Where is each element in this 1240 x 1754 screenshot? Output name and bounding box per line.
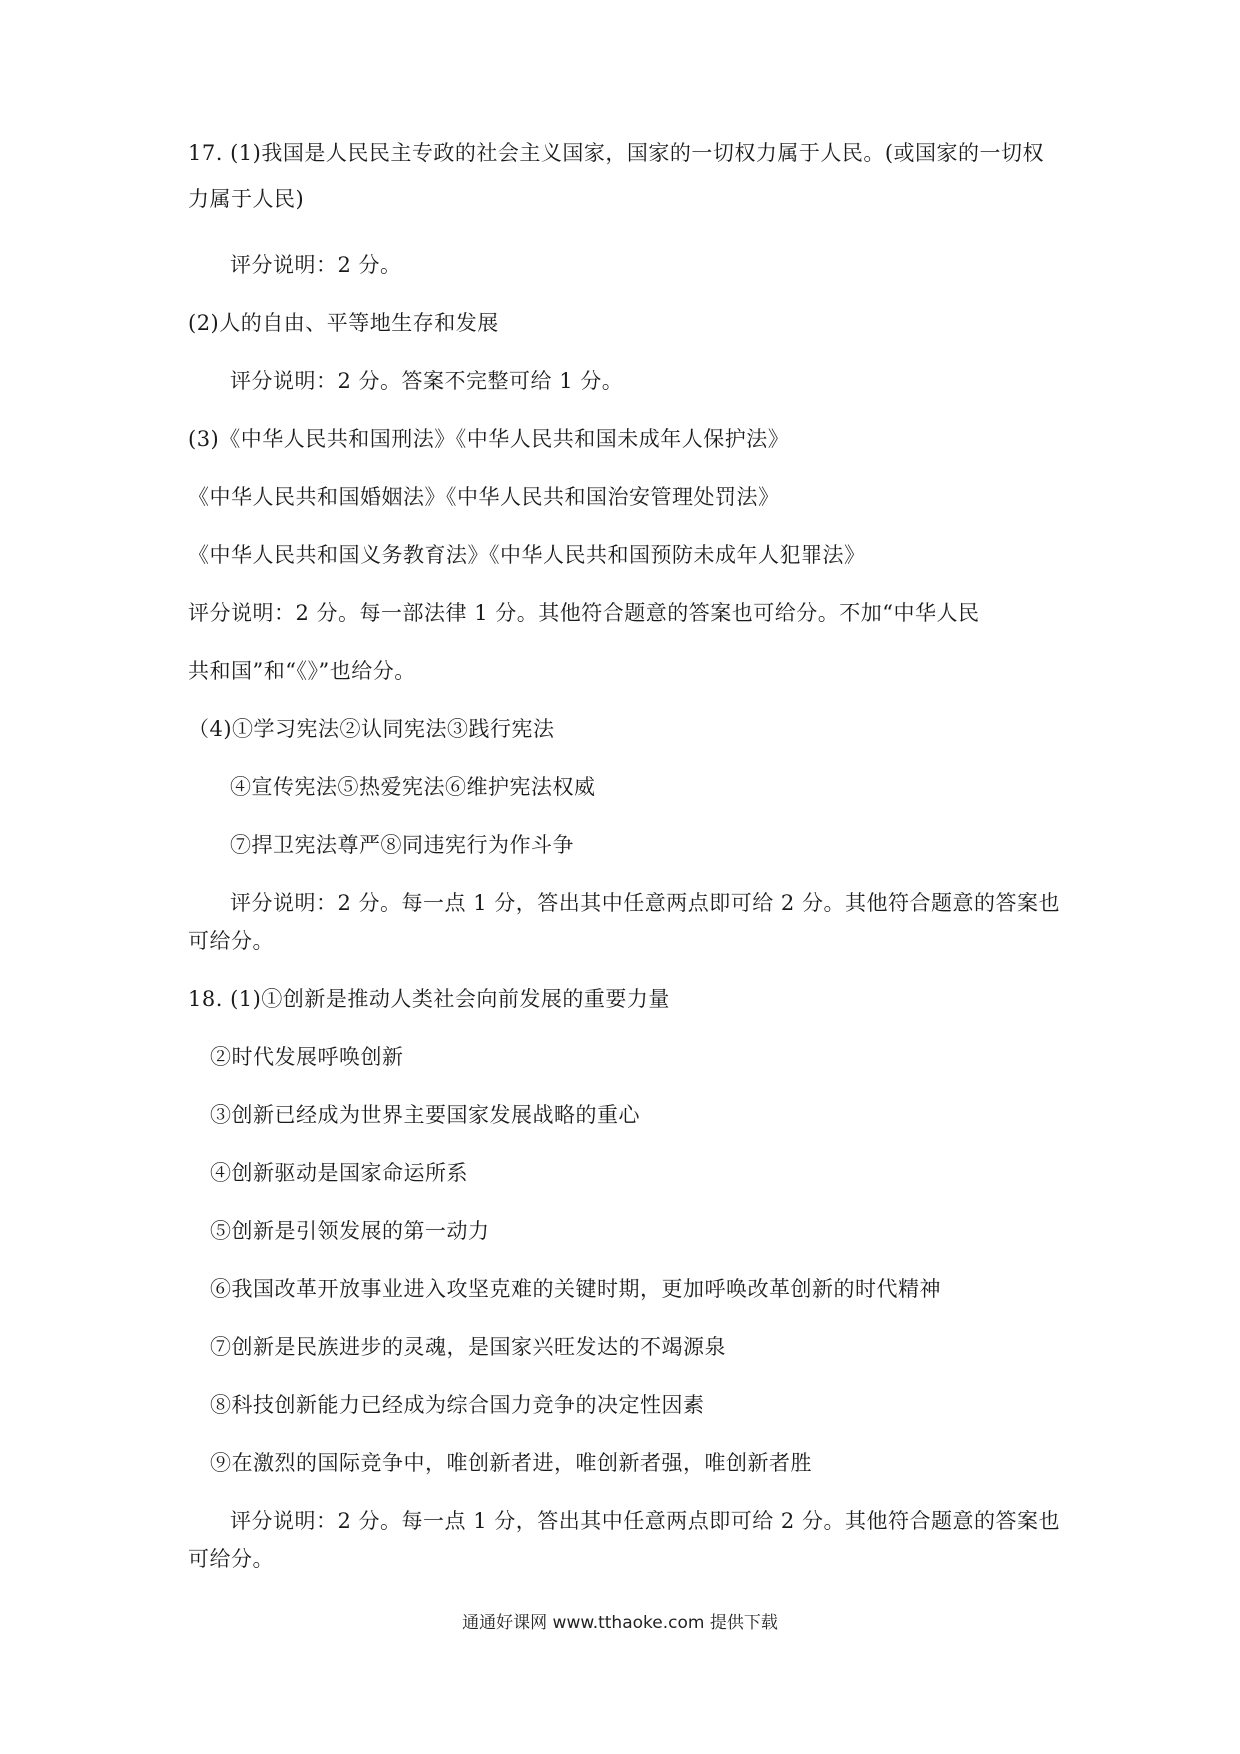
q18-score-line1: 评分说明：2 分。每一点 1 分，答出其中任意两点即可给 2 分。其他符合题意的答案也 (230, 1509, 1060, 1533)
q18-item: ⑧科技创新能力已经成为综合国力竞争的决定性因素 (210, 1393, 705, 1417)
q17-part4-score-line1: 评分说明：2 分。每一点 1 分，答出其中任意两点即可给 2 分。其他符合题意的答案也 (230, 891, 1060, 915)
q17-part1-line2: 力属于人民) (188, 187, 305, 211)
q18-item: ②时代发展呼唤创新 (210, 1045, 404, 1069)
q17-part3-line3: 《中华人民共和国义务教育法》《中华人民共和国预防未成年人犯罪法》 (188, 543, 866, 567)
q17-part4-line2: ④宣传宪法⑤热爱宪法⑥维护宪法权威 (230, 775, 596, 799)
q17-part3-score-line1: 评分说明：2 分。每一部法律 1 分。其他符合题意的答案也可给分。不加“中华人民 (188, 601, 980, 625)
q17-part3-line1: (3)《中华人民共和国刑法》《中华人民共和国未成年人保护法》 (188, 427, 790, 451)
page-footer: 通通好课网 www.tthaoke.com 提供下载 (462, 1613, 778, 1633)
q17-part4-line3: ⑦捍卫宪法尊严⑧同违宪行为作斗争 (230, 833, 574, 857)
q17-part4-score-line2: 可给分。 (188, 929, 274, 953)
q17-part4-line1: （4)①学习宪法②认同宪法③践行宪法 (188, 717, 555, 741)
q17-part3-line2: 《中华人民共和国婚姻法》《中华人民共和国治安管理处罚法》 (188, 485, 780, 509)
q18-part1-line1: 18. (1)①创新是推动人类社会向前发展的重要力量 (188, 987, 670, 1011)
q17-part3-score-line2: 共和国”和“《》”也给分。 (188, 659, 416, 683)
q18-item: ⑥我国改革开放事业进入攻坚克难的关键时期，更加呼唤改革创新的时代精神 (210, 1277, 941, 1301)
q18-item: ⑨在激烈的国际竞争中，唯创新者进，唯创新者强，唯创新者胜 (210, 1451, 812, 1475)
q18-item: ③创新已经成为世界主要国家发展战略的重心 (210, 1103, 640, 1127)
q17-part1-score: 评分说明：2 分。 (230, 253, 402, 277)
q18-item: ⑦创新是民族进步的灵魂，是国家兴旺发达的不竭源泉 (210, 1335, 726, 1359)
q17-part2: (2)人的自由、平等地生存和发展 (188, 311, 499, 335)
q17-part1-line1: 17. (1)我国是人民民主专政的社会主义国家，国家的一切权力属于人民。(或国家的一切权 (188, 141, 1045, 165)
q18-score-line2: 可给分。 (188, 1547, 274, 1571)
q18-item: ⑤创新是引领发展的第一动力 (210, 1219, 490, 1243)
q17-part2-score: 评分说明：2 分。答案不完整可给 1 分。 (230, 369, 624, 393)
q18-item: ④创新驱动是国家命运所系 (210, 1161, 468, 1185)
